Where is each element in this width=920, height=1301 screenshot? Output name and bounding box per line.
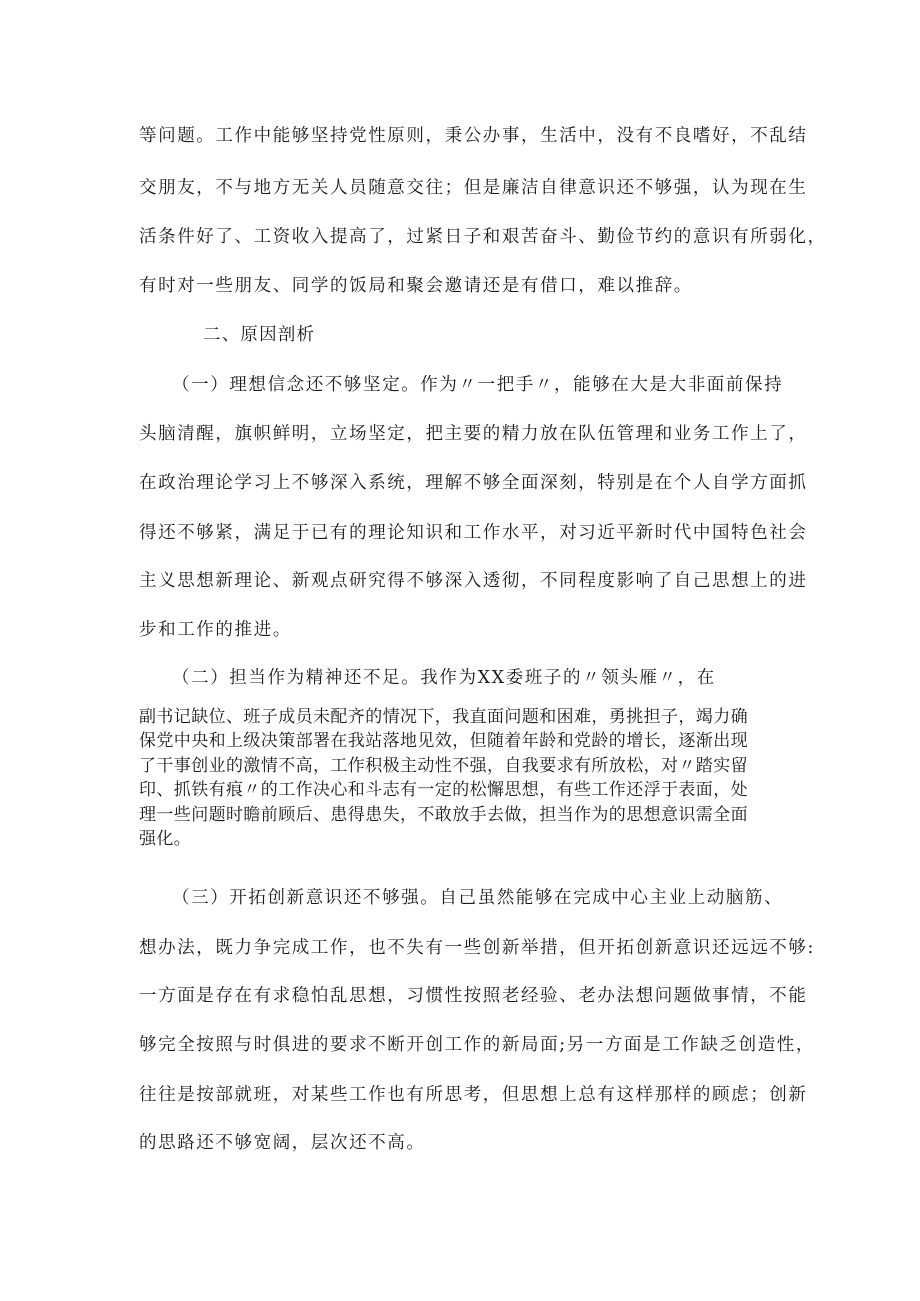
text-line: 往往是按部就班，对某些工作也有所思考，但思想上总有这样那样的顾虑；创新: [139, 1085, 808, 1105]
text-line: 主义思想新理论、新观点研究得不够深入透彻，不同程度影响了自己思想上的进: [139, 571, 808, 591]
text-line: 的思路还不够宽阔，层次还不高。: [139, 1133, 426, 1153]
text-line: 保党中央和上级决策部署在我站落地见效，但随着年龄和党龄的增长，逐渐出现: [139, 731, 748, 752]
text-line: （一）理想信念还不够坚定。作为〃一把手〃，能够在大是大非面前保持: [172, 375, 784, 395]
text-line: 想办法，既力争完成工作，也不失有一些创新举措，但开拓创新意识还远远不够:: [139, 938, 815, 958]
text-line: （三）开拓创新意识还不够强。自己虽然能够在完成中心主业上动脑筋、: [172, 888, 784, 908]
text-line: 活条件好了、工资收入提高了，过紧日子和艰苦奋斗、勤俭节约的意识有所弱化，: [139, 227, 827, 247]
text-line: 在政治理论学习上不够深入系统，理解不够全面深刻，特别是在个人自学方面抓: [139, 473, 808, 493]
text-line: 有时对一些朋友、同学的饭局和聚会邀请还是有借口，难以推辞。: [139, 276, 693, 296]
text-line: 够完全按照与时俱进的要求不断开创工作的新局面;另一方面是工作缺乏创造性，: [139, 1035, 815, 1055]
text-line: 步和工作的推进。: [139, 620, 292, 640]
section-heading: 二、原因剖析: [203, 325, 316, 345]
text-line: 头脑清醒，旗帜鲜明，立场坚定，把主要的精力放在队伍管理和业务工作上了，: [139, 424, 808, 444]
text-line: 副书记缺位、班子成员未配齐的情况下，我直面问题和困难，勇挑担子，竭力确: [139, 707, 748, 727]
text-line: （二）担当作为精神还不足。我作为XX委班子的〃领头雁〃，在: [172, 668, 716, 688]
text-line: 等问题。工作中能够坚持党性原则，秉公办事，生活中，没有不良嗜好，不乱结: [139, 126, 808, 146]
text-line: 理一些问题时瞻前顾后、患得患失，不敢放手去做，担当作为的思想意识需全面: [139, 804, 748, 825]
text-line: 一方面是存在有求稳怕乱思想，习惯性按照老经验、老办法想问题做事情，不能: [139, 986, 808, 1006]
text-line: 了干事创业的激情不高，工作积极主动性不强，自我要求有所放松，对〃踏实留: [139, 755, 748, 776]
text-line: 得还不够紧，满足于已有的理论知识和工作水平，对习近平新时代中国特色社会: [139, 523, 808, 543]
dense-text-block: [139, 705, 784, 851]
text-line: 交朋友，不与地方无关人员随意交往；但是廉洁自律意识还不够强，认为现在生: [139, 178, 808, 198]
text-line: 印、抓铁有痕〃的工作决心和斗志有一定的松懈思想，有些工作还浮于表面，处: [139, 780, 748, 801]
text-line: 强化。: [139, 829, 192, 850]
